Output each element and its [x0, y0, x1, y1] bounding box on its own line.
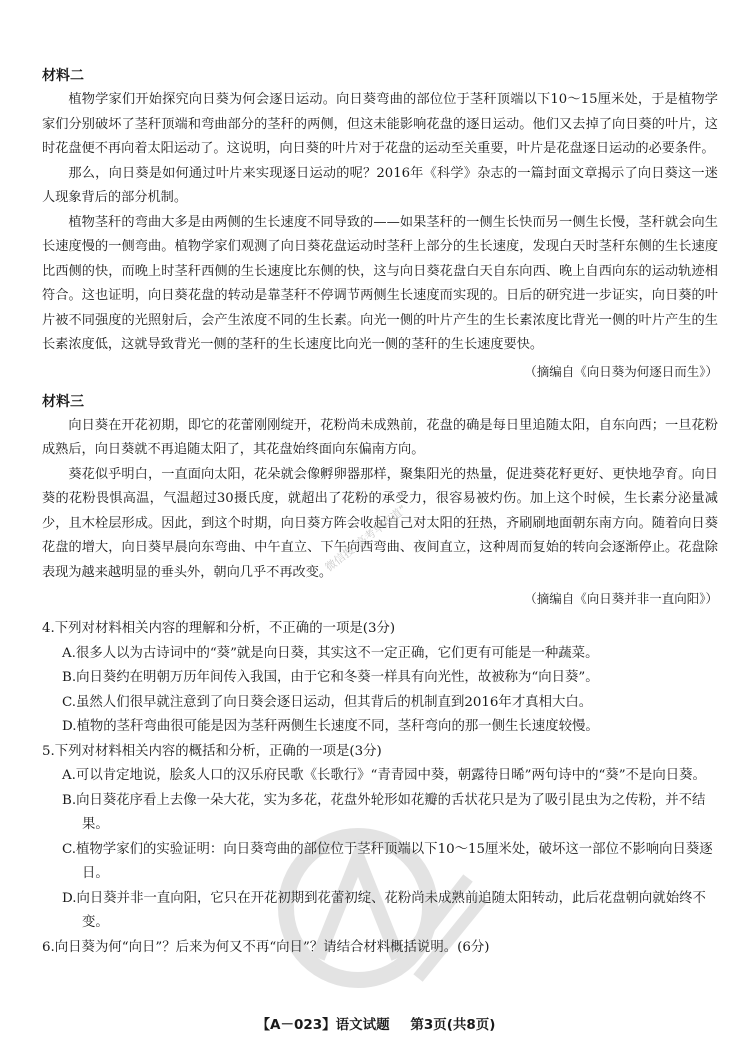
material-three-paragraph: 葵花似乎明白，一直面向太阳，花朵就会像孵卵器那样，聚集阳光的热量，促进葵花籽更好、更快地孕育。向日葵的花粉畏惧高温，气温超过30摄氏度，就超出了花粉的承受力，很容易被灼伤。加上这个时候，生长素分泌量减少，且木栓层形成。因此，到这个时期，向日葵方阵会收起自己对太阳的狂热，齐刷刷地面朝东南方向。随着向日葵花盘的增大，向日葵早晨向东弯曲、中午直立、下午向西弯曲、夜间直立，这种周而复始的转向会逐渐停止。花盘除表现为越来越明显的垂头外，朝向几乎不再改变。 — [42, 466, 718, 580]
question-4 — [42, 617, 718, 740]
question-option: A.可以肯定地说，脍炙人口的汉乐府民歌《长歌行》“青青园中葵，朝露待日晞”两句诗中的“葵”不是向日葵。 — [62, 768, 706, 783]
question-stem: 5.下列对材料相关内容的概括和分析，正确的一项是(3分) — [42, 743, 382, 759]
question-option: B.向日葵约在明朝万历年间传入我国，由于它和冬葵一样具有向光性，故被称为“向日葵”。 — [62, 670, 599, 685]
material-three-source: （摘编自《向日葵并非一直向阳》） — [524, 591, 718, 606]
question-option: D.向日葵并非一直向阳，它只在开花初期到花蕾初绽、花粉尚未成熟前追随太阳转动，此后花盘朝向就始终不变。 — [62, 890, 706, 930]
question-option: A.很多人以为古诗词中的“葵”就是向日葵，其实这不一定正确，它们更有可能是一种蔬菜。 — [62, 645, 599, 661]
material-three-paragraph: 向日葵在开花初期，即它的花蕾刚刚绽开，花粉尚未成熟前，花盘的确是每日里追随太阳，自东向西；一旦花粉成熟后，向日葵就不再追随太阳了，其花盘始终面向东偏南方向。 — [42, 417, 718, 457]
watermark-text: 微信搜“高考早知道” — [322, 502, 410, 575]
question-option: B.向日葵花序看上去像一朵大花，实为多花，花盘外轮形如花瓣的舌状花只是为了吸引昆虫为之传粉，并不结果。 — [62, 792, 706, 832]
material-two-paragraph: 植物学家们开始探究向日葵为何会逐日运动。向日葵弯曲的部位位于茎秆顶端以下10～15厘米处，于是植物学家们分别破坏了茎秆顶端和弯曲部分的茎秆的两侧，但这未能影响花盘的逐日运动。他们又去掉了向日葵的叶片，这时花盘便不再向着太阳运动了。这说明，向日葵的叶片对于花盘的运动至关重要，叶片是花盘逐日运动的必要条件。 — [42, 92, 718, 156]
page-footer — [0, 1013, 752, 1033]
question-option: C.虽然人们很早就注意到了向日葵会逐日运动，但其背后的机制直到2016年才真相大白。 — [62, 694, 593, 710]
question-stem: 4.下列对材料相关内容的理解和分析，不正确的一项是(3分) — [42, 621, 396, 636]
material-two-heading: 材料二 — [42, 68, 84, 84]
material-two — [42, 64, 718, 384]
material-two-paragraph: 那么，向日葵是如何通过叶片来实现逐日运动的呢？2016年《科学》杂志的一篇封面文章揭示了向日葵这一迷人现象背后的部分机制。 — [42, 165, 718, 205]
material-three-heading: 材料三 — [42, 393, 84, 410]
material-three — [42, 390, 718, 612]
question-option: C.植物学家们的实验证明：向日葵弯曲的部位位于茎秆顶端以下10～15厘米处，破坏这一部位不影响向日葵逐日。 — [62, 841, 713, 881]
material-two-source: （摘编自《向日葵为何逐日而生》） — [524, 363, 718, 379]
question-stem: 6.向日葵为何“向日”？后来为何又不再“向日”？请结合材料概括说明。(6分) — [42, 939, 490, 955]
watermark-logo-icon — [278, 818, 488, 998]
material-two-paragraph: 植物茎秆的弯曲大多是由两侧的生长速度不同导致的——如果茎秆的一侧生长快而另一侧生长慢，茎秆就会向生长速度慢的一侧弯曲。植物学家们观测了向日葵花盘运动时茎秆上部分的生长速度，发现白天时茎秆东侧的生长速度比西侧的快，而晚上时茎秆西侧的生长速度比东侧的快，这与向日葵花盘白天自东向西、晚上自西向东的运动轨迹相符合。这也证明，向日葵花盘的转动是靠茎秆不停调节两侧生长速度而实现的。日后的研究进一步证实，向日葵的叶片被不同强度的光照射后，会产生浓度不同的生长素。向光一侧的叶片产生的生长素浓度比背光一侧的叶片产生的生长素浓度低，这就导致背光一侧的茎秆的生长速度比向光一侧的茎秆的生长速度要快。 — [42, 214, 718, 352]
footer-exam-code: 【A－023】语文试题 — [256, 1017, 390, 1033]
footer-page-number: 第3页(共8页) — [410, 1017, 496, 1033]
question-option: D.植物的茎秆弯曲很可能是因为茎秆两侧生长速度不同，茎秆弯向的那一侧生长速度较慢。 — [62, 719, 599, 734]
